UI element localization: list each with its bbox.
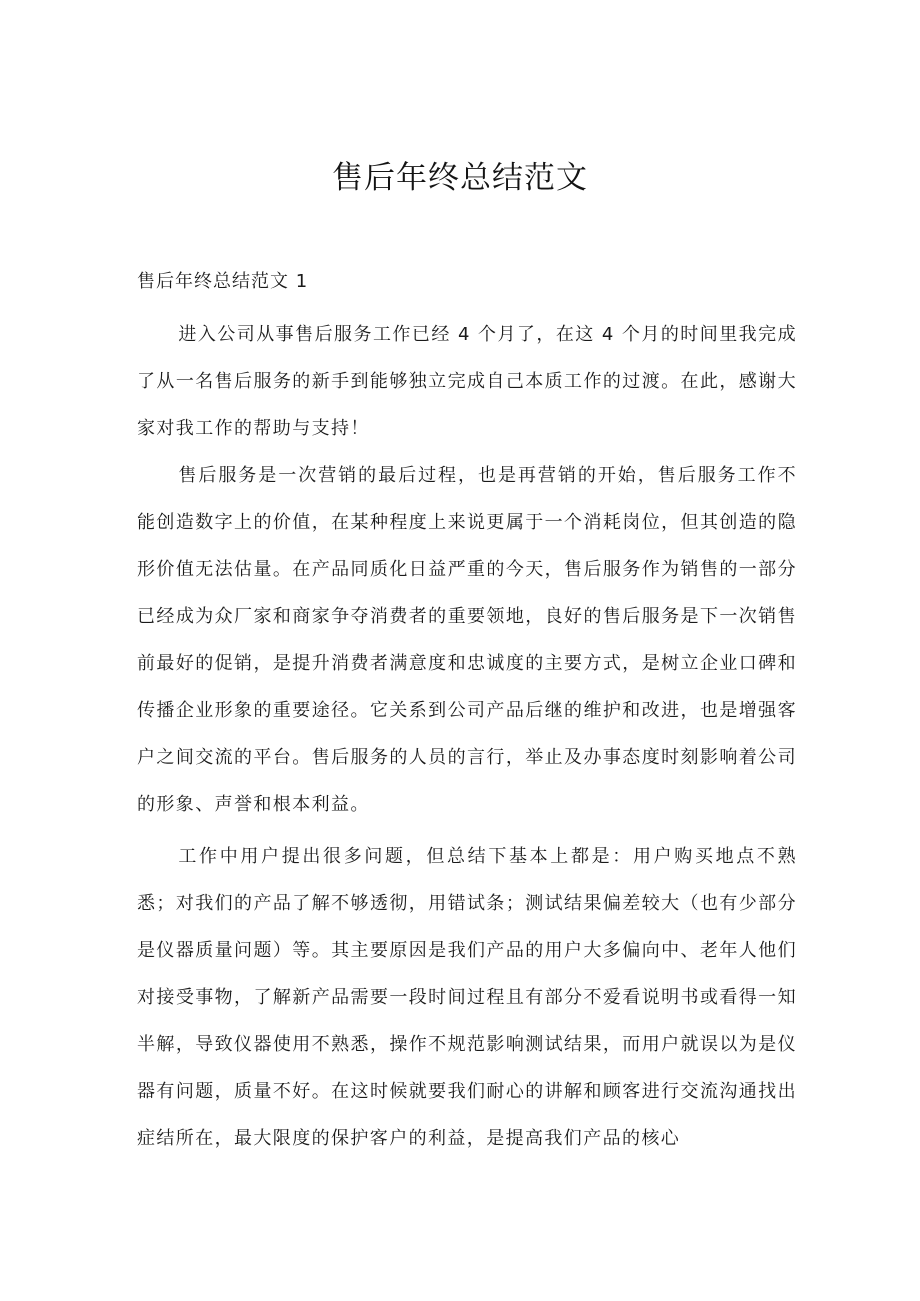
paragraph-3: 工作中用户提出很多问题，但总结下基本上都是：用户购买地点不熟悉；对我们的产品了解不够透彻，用错试条；测试结果偏差较大（也有少部分是仪器质量问题）等。其主要原因是我们产品的用户大多偏向中、老年人他们对接受事物，了解新产品需要一段时间过程且有部分不爱看说明书或看得一知半解，导致仪器使用不熟悉，操作不规范影响测试结果，而用户就误以为是仪器有问题，质量不好。在这时候就要我们耐心的讲解和顾客进行交流沟通找出症结所在，最大限度的保护客户的利益，是提高我们产品的核心 (137, 846, 797, 1149)
section-heading: 售后年终总结范文 1 (137, 271, 309, 292)
paragraph-1: 进入公司从事售后服务工作已经 4 个月了，在这 4 个月的时间里我完成了从一名售后服务的新手到能够独立完成自己本质工作的过渡。在此，感谢大家对我工作的帮助与支持！ (137, 324, 797, 439)
paragraph-2: 售后服务是一次营销的最后过程，也是再营销的开始，售后服务工作不能创造数字上的价值，在某种程度上来说更属于一个消耗岗位，但其创造的隐形价值无法估量。在产品同质化日益严重的今天，售后服务作为销售的一部分已经成为众厂家和商家争夺消费者的重要领地，良好的售后服务是下一次销售前最好的促销，是提升消费者满意度和忠诚度的主要方式，是树立企业口碑和传播企业形象的重要途径。它关系到公司产品后继的维护和改进，也是增强客户之间交流的平台。售后服务的人员的言行，举止及办事态度时刻影响着公司的形象、声誉和根本利益。 (137, 465, 797, 815)
document-title: 售后年终总结范文 (332, 160, 588, 196)
